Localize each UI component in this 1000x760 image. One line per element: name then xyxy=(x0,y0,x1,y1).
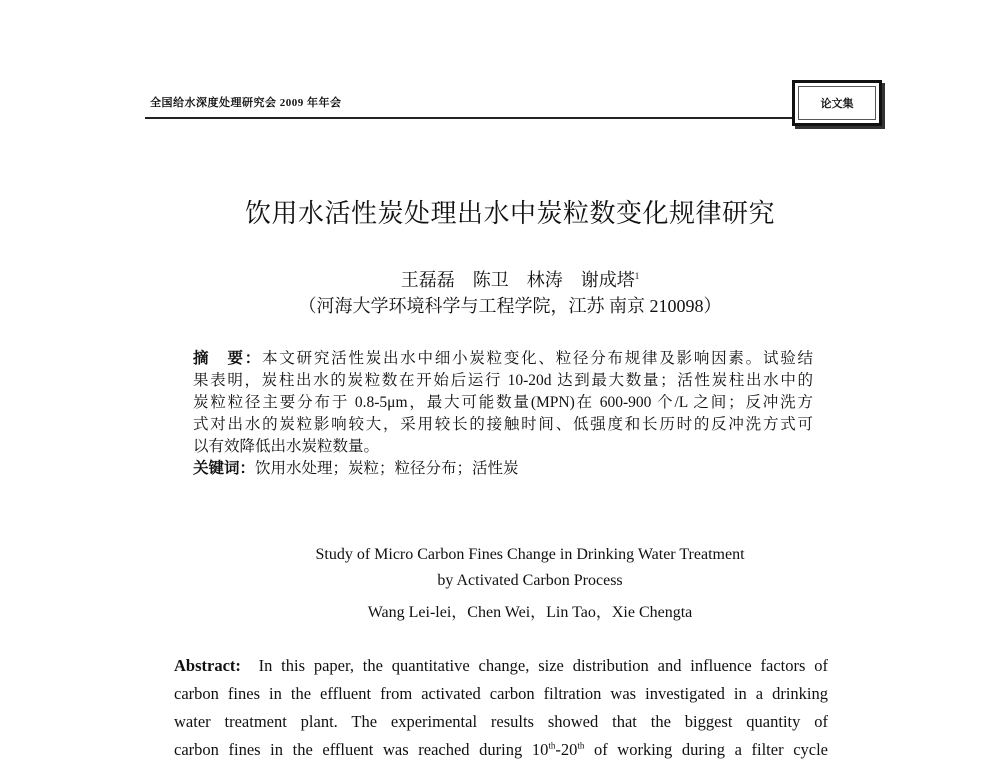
abstract-cn-line: 以有效降低出水炭粒数量。 xyxy=(193,438,380,455)
affiliation-cn: （河海大学环境科学与工程学院，江苏 南京 210098） xyxy=(298,296,722,316)
abstract-cn-label: 摘 要： xyxy=(193,349,263,367)
keywords-cn-label: 关键词： xyxy=(193,459,256,477)
abstract-cn-line: 式对出水的炭粒影响较大，采用较长的接触时间、低强度和长历时的反冲洗方式可 xyxy=(193,416,813,433)
abstract-en-line xyxy=(174,740,828,760)
paper-title-en-line2: by Activated Carbon Process xyxy=(437,572,623,589)
abstract-cn-line xyxy=(193,346,813,368)
authors-cn xyxy=(0,266,1000,292)
abstract-en-label: Abstract: xyxy=(174,656,241,675)
keywords-cn xyxy=(193,456,813,478)
header-rule xyxy=(145,117,793,119)
proceedings-badge xyxy=(792,80,882,126)
paper-title-cn: 饮用水活性炭处理出水中炭粒数变化规律研究 xyxy=(244,199,775,229)
running-header-conference: 全国给水深度处理研究会 2009 年年会 xyxy=(150,97,342,109)
abstract-cn-text: 本文研究活性炭出水中细小炭粒变化、粒径分布规律及影响因素。试验结 xyxy=(262,350,813,367)
paper-title-en-line1: Study of Micro Carbon Fines Change in Drinking Water Treatment xyxy=(315,546,745,563)
abstract-en-line xyxy=(174,656,828,676)
author-affiliation-mark: 1 xyxy=(634,271,640,281)
abstract-cn-line: 果表明，炭柱出水的炭粒数在开始后运行 10-20d 达到最大数量；活性炭柱出水中的 xyxy=(193,372,813,389)
abstract-en-line: carbon fines in the effluent from activated carbon filtration was investigated in a drinking xyxy=(174,684,828,703)
keywords-cn-text: 饮用水处理；炭粒；粒径分布；活性炭 xyxy=(255,460,519,477)
proceedings-badge-label: 论文集 xyxy=(820,98,854,110)
abstract-en-text: of working during a filter cycle xyxy=(584,740,828,759)
authors-en: Wang Lei-lei，Chen Wei，Lin Tao，Xie Chengta xyxy=(367,604,693,621)
ordinal-suffix: th xyxy=(548,740,556,751)
abstract-en-text: -20 xyxy=(555,740,578,759)
abstract-en-text: In this paper, the quantitative change, size distribution and influence factors of xyxy=(258,656,829,675)
ordinal-suffix: th xyxy=(577,740,585,751)
author-names-cn: 王磊磊 陈卫 林涛 谢成塔 xyxy=(400,270,635,290)
abstract-cn-line: 炭粒粒径主要分布于 0.8-5μm，最大可能数量(MPN)在 600-900 个/L 之间；反冲洗方 xyxy=(193,394,813,411)
abstract-en-line: water treatment plant. The experimental results showed that the biggest quantity of xyxy=(174,712,828,731)
abstract-en-text: carbon fines in the effluent was reached during 10 xyxy=(174,740,549,759)
